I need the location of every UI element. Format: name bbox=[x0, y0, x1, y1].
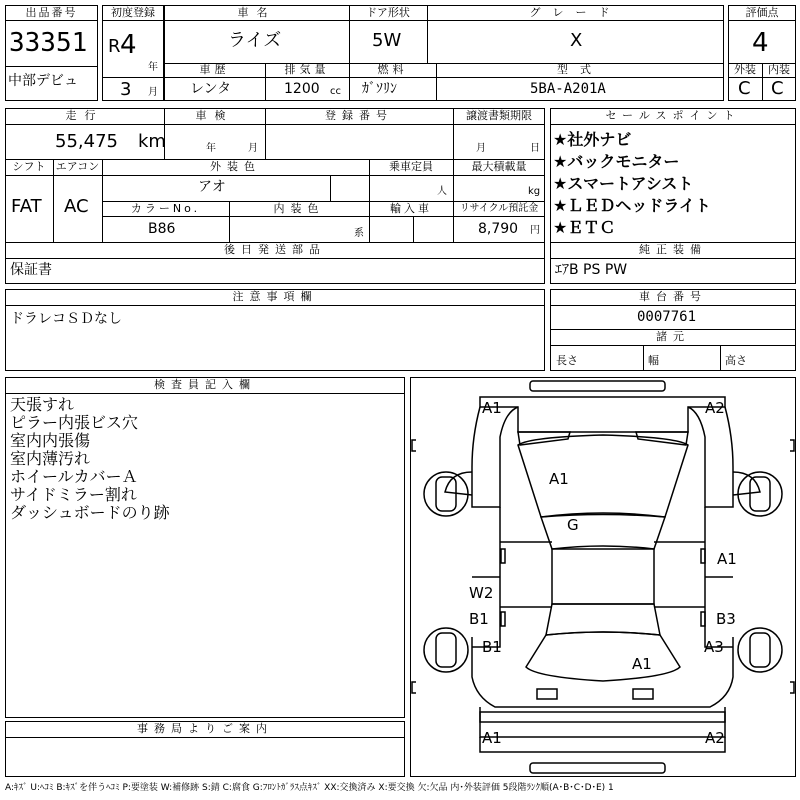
car-name: ライズ bbox=[228, 30, 282, 51]
transfer-day-unit: 日 bbox=[530, 143, 540, 154]
first-registration-month: 3 bbox=[120, 79, 132, 100]
sales-point-item: ★社外ナビ bbox=[553, 130, 632, 149]
damage-mark-hood: A1 bbox=[549, 470, 569, 488]
mileage-label: 走行 bbox=[65, 109, 104, 122]
door-label: ドア形状 bbox=[366, 6, 410, 19]
displacement-label: 排気量 bbox=[284, 63, 330, 76]
era-r: R bbox=[108, 36, 121, 57]
inspector-item: 室内内張傷 bbox=[10, 431, 91, 450]
interior-score: C bbox=[771, 78, 784, 99]
lot-number: 33351 bbox=[9, 28, 88, 58]
ac-label: エアコン bbox=[55, 160, 100, 173]
inspection-month-unit: 月 bbox=[248, 143, 258, 154]
exterior-color-value: アオ bbox=[198, 179, 226, 195]
damage-mark-front-left: A1 bbox=[482, 399, 502, 417]
damage-mark-left-rear-wheel: B1 bbox=[482, 638, 502, 656]
exterior-score: C bbox=[738, 78, 751, 99]
inspector-item: 天張すれ bbox=[10, 395, 75, 414]
inspector-item: ダッシュボードのり跡 bbox=[10, 503, 170, 522]
lot-number-label: 出品番号 bbox=[25, 6, 78, 19]
door-value: 5W bbox=[372, 30, 402, 51]
later-parts-label: 後日発送部品 bbox=[224, 243, 326, 256]
inspector-item: ピラー内張ビス穴 bbox=[10, 413, 139, 432]
grade-value: X bbox=[570, 30, 583, 51]
inspection-year-unit: 年 bbox=[206, 143, 216, 154]
damage-mark-roof: G bbox=[567, 516, 579, 534]
max-load-label: 最大積載量 bbox=[471, 160, 527, 173]
max-load-unit: kg bbox=[528, 186, 541, 197]
chassis-label: 車台番号 bbox=[639, 290, 707, 303]
recycle-value: 8,790 bbox=[478, 221, 519, 237]
transfer-deadline-label: 譲渡書類期限 bbox=[466, 109, 532, 122]
capacity-label: 乗車定員 bbox=[389, 160, 433, 173]
recycle-label: リサイクル預託金 bbox=[459, 203, 539, 214]
cc-unit: cc bbox=[330, 86, 341, 97]
sales-point-item: ★ＬＥＤヘッドライト bbox=[553, 196, 711, 215]
inspector-item: 室内薄汚れ bbox=[10, 449, 91, 468]
car-name-label: 車名 bbox=[237, 6, 276, 19]
debut-label: 中部デビュ bbox=[8, 73, 78, 89]
damage-mark-front-right: A2 bbox=[705, 399, 725, 417]
later-parts-value: 保証書 bbox=[10, 262, 52, 278]
dimensions-label: 諸元 bbox=[656, 330, 690, 343]
recycle-unit: 円 bbox=[530, 225, 540, 236]
color-number-label: カラーNo. bbox=[130, 202, 201, 215]
equipment-value: ｴｱB PS PW bbox=[555, 262, 628, 278]
transfer-month-unit: 月 bbox=[476, 143, 486, 154]
fuel-value: ｶﾞｿﾘﾝ bbox=[362, 81, 397, 97]
mileage-unit: km bbox=[138, 131, 166, 152]
inspector-item: ホイールカバーＡ bbox=[10, 467, 138, 486]
inspection-label: 車検 bbox=[195, 109, 234, 122]
sales-point-item: ★バックモニター bbox=[553, 152, 680, 171]
damage-mark-rear-right: A2 bbox=[705, 729, 725, 747]
notes-label: 注意事項欄 bbox=[232, 290, 318, 303]
month-unit: 月 bbox=[148, 87, 158, 98]
exterior-score-label: 外装 bbox=[734, 63, 756, 76]
damage-mark-left-rear-door: B1 bbox=[469, 610, 489, 628]
car-diagram bbox=[410, 377, 796, 777]
sales-points-label: セールスポイント bbox=[605, 109, 741, 122]
mileage-value: 55,475 bbox=[55, 131, 118, 152]
first-registration-label: 初度登録 bbox=[111, 6, 155, 19]
interior-score-label: 内装 bbox=[768, 63, 790, 76]
equipment-label: 純正装備 bbox=[639, 243, 707, 256]
displacement-value: 1200 bbox=[284, 81, 320, 97]
registration-number-label: 登録番号 bbox=[325, 109, 393, 122]
shift-value: FAT bbox=[11, 196, 42, 217]
chassis-value: 0007761 bbox=[637, 309, 697, 325]
color-number-value: B86 bbox=[148, 221, 176, 237]
fuel-label: 燃料 bbox=[377, 63, 408, 76]
length-label: 長さ bbox=[556, 354, 578, 367]
damage-mark-left-rear-glass: W2 bbox=[469, 584, 494, 602]
sales-point-item: ★スマートアシスト bbox=[553, 174, 694, 193]
history-value: レンタ bbox=[190, 81, 232, 97]
interior-color-label: 内装色 bbox=[273, 202, 325, 215]
damage-mark-trunk: A1 bbox=[632, 655, 652, 673]
model-label: 型式 bbox=[557, 63, 603, 76]
ac-value: AC bbox=[64, 196, 89, 217]
inspector-item: サイドミラー割れ bbox=[10, 485, 137, 504]
height-label: 高さ bbox=[725, 354, 747, 367]
damage-mark-right-front-door: A1 bbox=[717, 550, 737, 568]
capacity-unit: 人 bbox=[437, 186, 447, 197]
era-year: 4 bbox=[120, 30, 137, 60]
notes-value: ドラレコＳＤなし bbox=[10, 311, 122, 327]
year-unit: 年 bbox=[148, 62, 158, 73]
sales-point-item: ★ＥＴＣ bbox=[553, 218, 616, 237]
import-label: 輸入車 bbox=[390, 202, 432, 215]
damage-mark-right-rear-door: B3 bbox=[716, 610, 736, 628]
exterior-color-label: 外装色 bbox=[210, 160, 261, 173]
grade-label: グレード bbox=[529, 6, 622, 19]
inspector-label: 検査員記入欄 bbox=[154, 378, 256, 391]
score-label: 評価点 bbox=[745, 6, 779, 19]
damage-mark-rear-left: A1 bbox=[482, 729, 502, 747]
score-value: 4 bbox=[752, 28, 769, 58]
width-label: 幅 bbox=[648, 354, 659, 367]
history-label: 車歴 bbox=[199, 63, 230, 76]
legend-text: A:ｷｽﾞ U:ﾍｺﾐ B:ｷｽﾞを伴うﾍｺﾐ P:要塗装 W:補修跡 S:錆 C:腐食 G:ﾌﾛﾝﾄｶﾞﾗｽ点ｷｽﾞ XX:交換済み X:要交換 欠:欠品 内･外装評価 5段階ﾗﾝｸ順(A･B･C･D･E) 1 bbox=[5, 783, 614, 793]
shift-label: シフト bbox=[12, 160, 46, 173]
interior-color-unit: 系 bbox=[354, 228, 364, 239]
model-value: 5BA-A201A bbox=[530, 81, 606, 97]
damage-mark-right-rear-wheel: A3 bbox=[704, 638, 724, 656]
office-label: 事務局よりご案内 bbox=[137, 722, 273, 735]
